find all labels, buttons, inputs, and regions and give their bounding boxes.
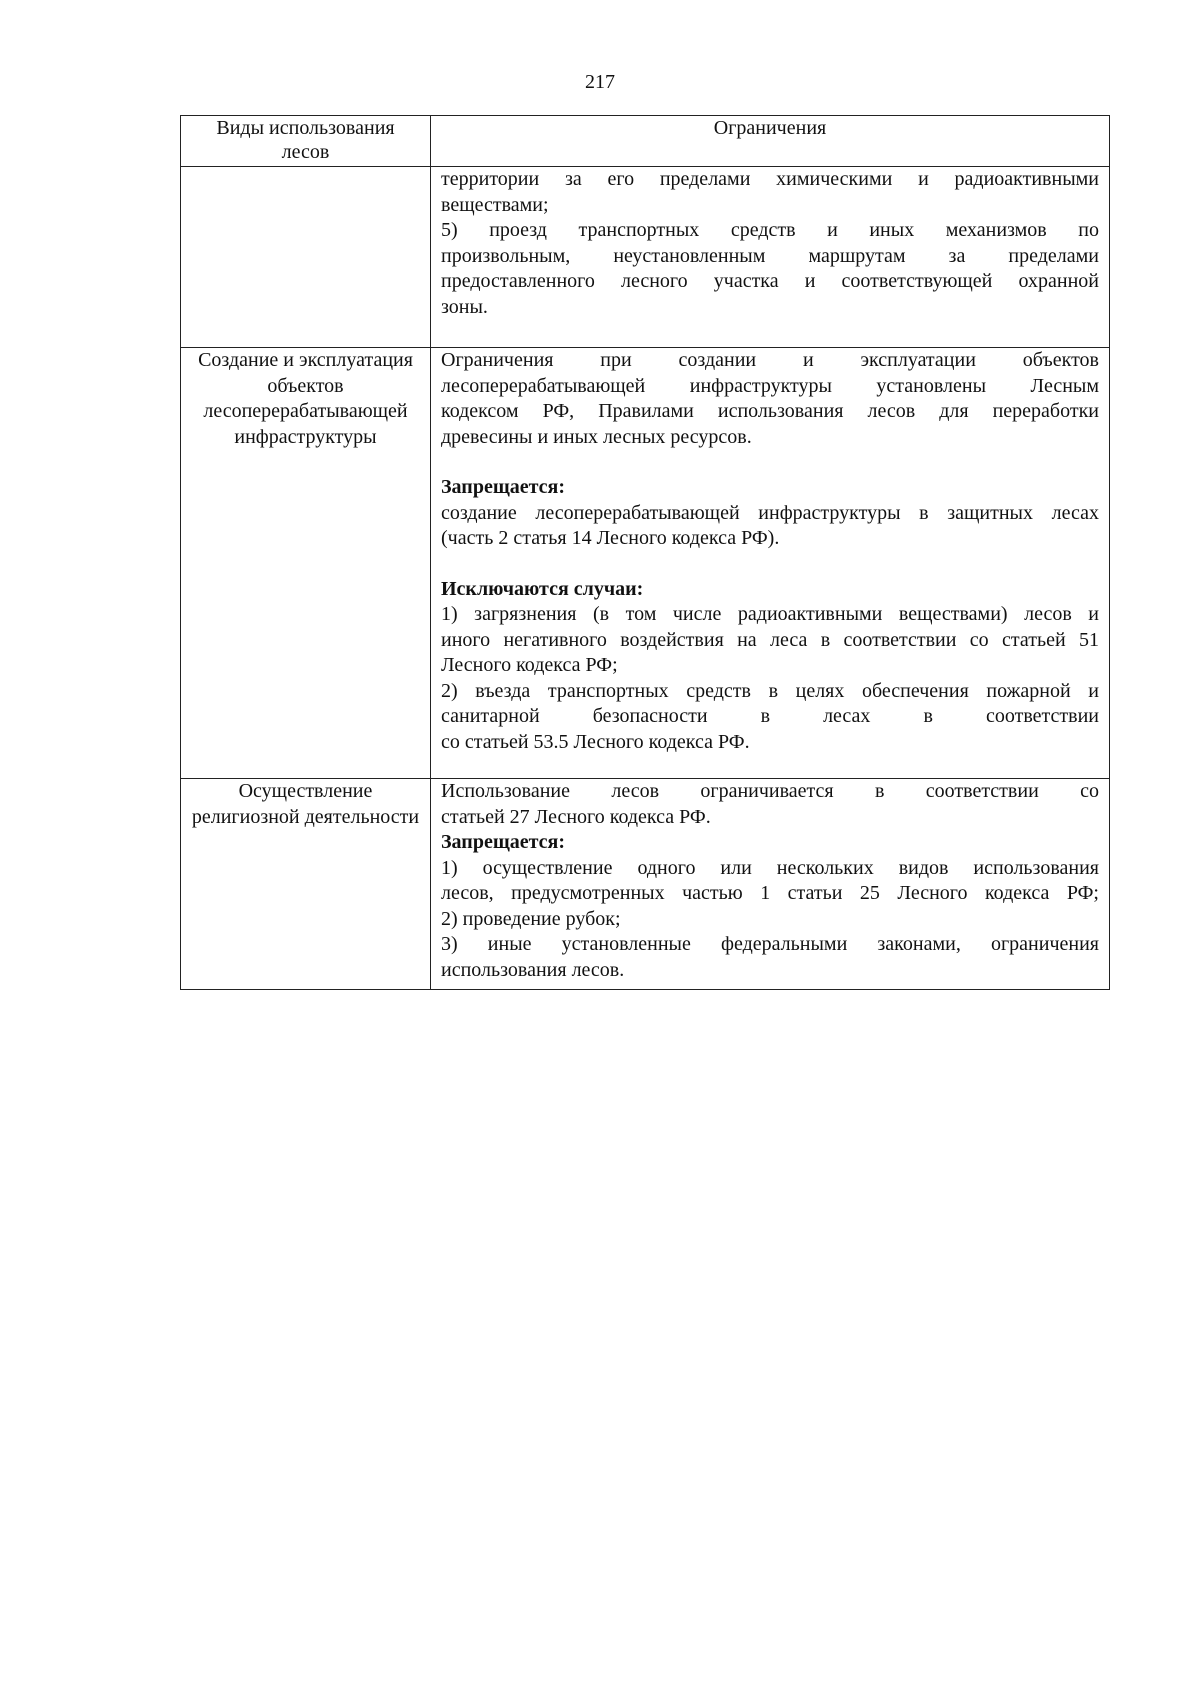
prohibited-heading: Запрещается:: [441, 831, 566, 853]
prohibited-line: использования лесов.: [441, 958, 625, 981]
prohibited-line: создание лесоперерабатывающей инфраструктуры в защитных лесах: [441, 501, 1099, 524]
prohibited-line: 3) иные установленные федеральными законами, ограничения: [441, 933, 1099, 955]
page-number: 217: [585, 71, 615, 93]
prohibited-line: 1) осуществление одного или нескольких видов использования: [441, 856, 1099, 879]
paragraph-spacer: [441, 450, 1099, 475]
restrictions-table: [180, 115, 1110, 990]
exception-line: 1) загрязнения (в том числе радиоактивными веществами) лесов и: [441, 603, 1099, 625]
intro-line: древесины и иных лесных ресурсов.: [441, 425, 752, 448]
table-row: [181, 167, 1110, 348]
table-row: [181, 779, 1110, 990]
header-restrictions: Ограничения: [431, 116, 1110, 167]
prohibited-line: (часть 2 статья 14 Лесного кодекса РФ).: [441, 527, 780, 549]
restriction-line: произвольным, неустановленным маршрутам за пределами: [441, 244, 1099, 267]
exception-line: 2) въезда транспортных средств в целях обеспечения пожарной и: [441, 679, 1099, 702]
row-2-use-type: Создание и эксплуатация объектов лесоперерабатывающей инфраструктуры: [181, 348, 431, 779]
paragraph-spacer: [441, 552, 1099, 577]
row-1-use-type: [181, 167, 431, 348]
restriction-line: 5) проезд транспортных средств и иных механизмов по: [441, 219, 1099, 241]
header-forest-use-types: Виды использования лесов: [181, 116, 431, 167]
restriction-line: территории за его пределами химическими и радиоактивными: [441, 168, 1099, 190]
exception-line: иного негативного воздействия на леса в соответствии со статьей 51: [441, 628, 1099, 651]
intro-line: Ограничения при создании и эксплуатации объектов: [441, 349, 1099, 371]
exception-line: со статьей 53.5 Лесного кодекса РФ.: [441, 730, 750, 753]
table-row: [181, 348, 1110, 779]
restriction-line: предоставленного лесного участка и соответствующей охранной: [441, 270, 1099, 292]
prohibited-heading: Запрещается:: [441, 476, 566, 498]
table-header-row: [181, 116, 1110, 167]
row-1-restrictions: [431, 167, 1110, 348]
prohibited-line: 2) проведение рубок;: [441, 907, 621, 930]
exception-line: Лесного кодекса РФ;: [441, 654, 618, 676]
intro-line: кодексом РФ, Правилами использования лесов для переработки: [441, 400, 1099, 422]
intro-line: лесоперерабатывающей инфраструктуры установлены Лесным: [441, 374, 1099, 397]
restriction-line: зоны.: [441, 295, 488, 318]
exception-line: санитарной безопасности в лесах в соответствии: [441, 705, 1099, 727]
intro-line: Использование лесов ограничивается в соответствии со: [441, 780, 1099, 802]
prohibited-line: лесов, предусмотренных частью 1 статьи 25 Лесного кодекса РФ;: [441, 882, 1099, 904]
row-3-restrictions: [431, 779, 1110, 990]
intro-line: статьей 27 Лесного кодекса РФ.: [441, 805, 711, 828]
exceptions-heading: Исключаются случаи:: [441, 577, 644, 600]
restriction-line: веществами;: [441, 193, 549, 216]
row-2-restrictions: [431, 348, 1110, 779]
row-3-use-type: Осуществление религиозной деятельности: [181, 779, 431, 990]
